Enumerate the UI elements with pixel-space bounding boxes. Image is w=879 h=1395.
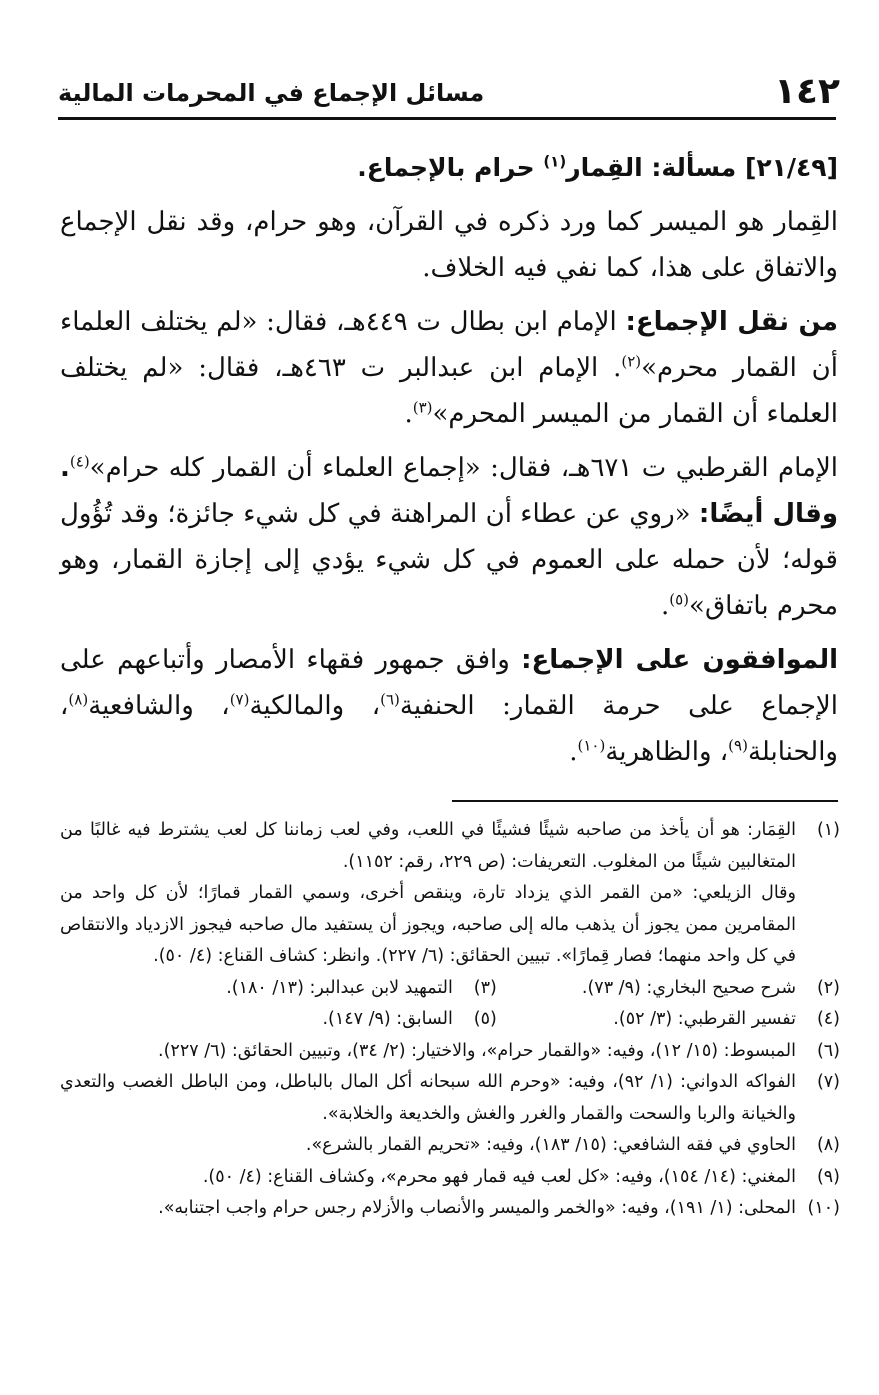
paragraph-definition: القِمار هو الميسر كما ورد ذكره في القرآن، وهو حرام، وقد نقل الإجماع والاتفاق على هذا، كما نفي فيه الخلاف. bbox=[60, 207, 838, 283]
footnote-ref: (١٠) bbox=[577, 736, 606, 755]
footnote-ref: (٨) bbox=[68, 690, 89, 709]
footnote-text: تفسير القرطبي: (٣/ ٥٢). bbox=[613, 1009, 796, 1029]
agreeing-text: ، والحنابلة bbox=[60, 691, 838, 767]
footnote-5 bbox=[154, 1004, 497, 1036]
header-rule bbox=[58, 117, 836, 120]
paragraph-qurtubi bbox=[60, 445, 838, 629]
footnote-text: الحاوي في فقه الشافعي: (١٥/ ١٨٣)، وفيه: «تحريم القمار بالشرع». bbox=[305, 1135, 796, 1155]
footnote-number: (٤) bbox=[816, 1009, 840, 1029]
footnote-9 bbox=[60, 1162, 840, 1194]
footnote-ref: (٩) bbox=[728, 736, 748, 755]
footnote-ref: (٦) bbox=[380, 690, 400, 709]
footnote-text: القِمَار: هو أن يأخذ من صاحبه شيئًا فشيئًا في اللعب، وفي لعب زماننا كل لعب يشترط فيه غالبًا من المتغالبين شيئًا من المغلوب. التعريفات: (ص ٢٢٩، رقم: ١١٥٢). bbox=[60, 820, 796, 872]
footnote-number: (٢) bbox=[816, 977, 840, 998]
issue-heading bbox=[60, 145, 838, 191]
footnote-text: الفواكه الدواني: (١/ ٩٢)، وفيه: «وحرم الله سبحانه أكل المال بالباطل، ومن الباطل الغصب والتعدي والخيانة والربا والسحت والقمار والغرر والغش والخديعة والخلابة». bbox=[60, 1072, 796, 1124]
also-label: . وقال أيضًا: bbox=[60, 453, 839, 529]
footnote-2 bbox=[497, 973, 840, 1005]
footnote-ref: (٧) bbox=[229, 690, 250, 709]
punctuation: . bbox=[404, 399, 413, 429]
running-title: مسائل الإجماع في المحرمات المالية bbox=[58, 79, 485, 107]
quote-qurtubi: الإمام القرطبي ت ٦٧١هـ، فقال: «إجماع العلماء أن القمار كله حرام» bbox=[89, 453, 838, 483]
agreeing-text: وافق جمهور فقهاء الأمصار وأتباعهم على الإجماع على حرمة القمار: الحنفية bbox=[60, 645, 838, 721]
footnote-text: المغني: (١٤/ ١٥٤)، وفيه: «كل لعب فيه قمار فهو محرم»، وكشاف القناع: (٤/ ٥٠). bbox=[202, 1166, 796, 1187]
punctuation: . bbox=[569, 737, 578, 767]
issue-label: مسألة: القِمار bbox=[566, 153, 737, 182]
paragraph-transmitters bbox=[60, 299, 838, 437]
footnote-text: التمهيد لابن عبدالبر: (١٣/ ١٨٠). bbox=[226, 977, 453, 998]
footnote-text: المحلى: (١/ ١٩١)، وفيه: «والخمر والميسر والأنصاب والأزلام رجس حرام واجب اجتنابه». bbox=[158, 1198, 796, 1218]
footnote-1-continued: وقال الزيلعي: «من القمر الذي يزداد تارة، وينقص أخرى، وسمي القمار قمارًا؛ لأن كل واحد من المقامرين ممن يجوز أن يذهب ماله إلى صاحبه، ويجوز أن يستفيد مال صاحبه فيجوز الازدياد والانتقاص في كل واحد منهما؛ فصار قِمارًا». تبيين الحقائق: (٦/ ٢٢٧). وانظر: كشاف القناع: (٤/ ٥٠). bbox=[60, 883, 796, 966]
quote-ata: «روي عن عطاء أن المراهنة في كل شيء جائزة؛ وقد تُؤُول قوله؛ لأن حمله على العموم في كل شيء يؤدي إلى إجازة القمار، وهو محرم باتفاق» bbox=[60, 499, 838, 621]
footnote-text: المبسوط: (١٥/ ١٢)، وفيه: «والقمار حرام»، والاختيار: (٢/ ٣٤)، وتبيين الحقائق: (٦/ ٢٢٧). bbox=[158, 1040, 796, 1061]
footnote-7 bbox=[60, 1067, 840, 1130]
footnote-number: (٦) bbox=[816, 1040, 840, 1061]
footnote-6 bbox=[60, 1036, 840, 1068]
section-label: الموافقون على الإجماع: bbox=[521, 645, 838, 675]
footnote-separator bbox=[452, 800, 838, 802]
footnote-10 bbox=[60, 1193, 840, 1225]
footnote-number: (٥) bbox=[473, 1009, 497, 1029]
agreeing-text: ، والشافعية bbox=[88, 691, 230, 721]
footnotes bbox=[60, 815, 840, 1225]
punctuation: . bbox=[660, 591, 670, 621]
footnote-ref: (٥) bbox=[669, 590, 690, 609]
footnote-ref: (٣) bbox=[412, 398, 433, 417]
footnote-text: السابق: (٩/ ١٤٧). bbox=[322, 1009, 453, 1029]
quote-ibn-battal: الإمام ابن بطال ت ٤٤٩هـ، فقال: «لم يختلف العلماء أن القمار محرم» bbox=[60, 307, 839, 383]
footnote-ref: (٢) bbox=[621, 352, 642, 371]
footnote-3 bbox=[154, 973, 497, 1005]
footnote-number: (٩) bbox=[816, 1166, 840, 1187]
footnote-ref: (١) bbox=[543, 152, 567, 171]
issue-number: [٢١/٤٩] bbox=[744, 153, 838, 182]
section-label: من نقل الإجماع: bbox=[625, 307, 839, 337]
footnote-number: (٧) bbox=[816, 1072, 840, 1092]
footnote-row bbox=[60, 973, 840, 1005]
agreeing-text: ، والظاهرية bbox=[605, 737, 729, 767]
footnote-1 bbox=[60, 815, 840, 878]
footnote-number: (١) bbox=[816, 820, 840, 840]
footnote-row bbox=[60, 1004, 840, 1036]
footnote-number: (٣) bbox=[473, 977, 497, 998]
footnote-8 bbox=[60, 1130, 840, 1162]
issue-ruling: حرام بالإجماع. bbox=[357, 153, 535, 182]
footnote-number: (١٠) bbox=[807, 1198, 840, 1218]
paragraph-agreeing bbox=[60, 637, 838, 775]
footnote-4 bbox=[497, 1004, 840, 1036]
page-header bbox=[58, 72, 840, 116]
footnote-ref: (٤) bbox=[69, 452, 90, 471]
footnote-number: (٨) bbox=[816, 1135, 840, 1155]
agreeing-text: ، والمالكية bbox=[249, 691, 381, 721]
page-number: ١٤٢ bbox=[774, 71, 840, 112]
main-text bbox=[60, 145, 838, 775]
quote-ibn-abdulbarr: . الإمام ابن عبدالبر ت ٤٦٣هـ، فقال: «لم يختلف العلماء أن القمار من الميسر المحرم» bbox=[60, 353, 838, 429]
footnote-text: شرح صحيح البخاري: (٩/ ٧٣). bbox=[581, 977, 796, 998]
